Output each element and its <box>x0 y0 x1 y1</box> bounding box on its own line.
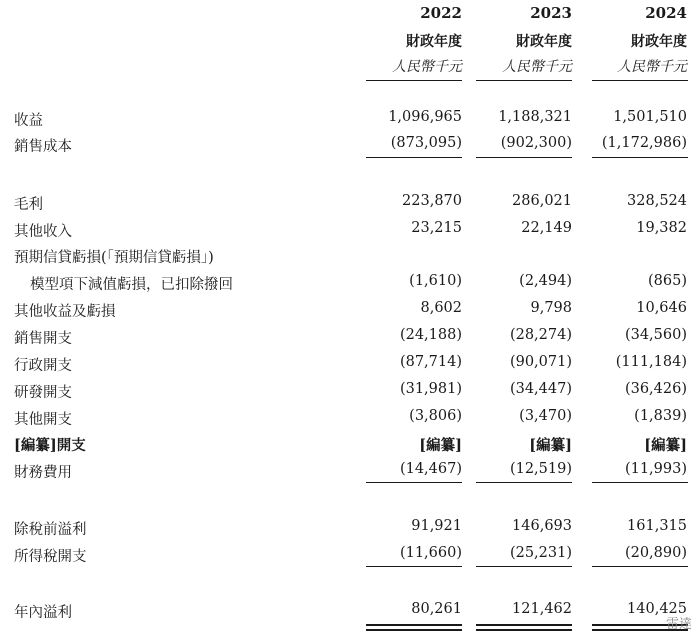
total-double-rule <box>476 624 572 626</box>
table-row-impairment <box>0 273 700 297</box>
table-row-other-gains <box>0 300 700 324</box>
value-2024: 140,425 <box>627 601 687 617</box>
subtotal-rule <box>592 566 688 567</box>
fiscal-label-2024: 財政年度 <box>631 34 687 50</box>
fiscal-label-2022: 財政年度 <box>406 34 462 50</box>
column-header-2022 <box>420 4 462 22</box>
row-label: 除稅前溢利 <box>14 522 87 538</box>
value-2024: 10,646 <box>636 300 687 316</box>
unit-label-2024: 人民幣千元 <box>617 59 687 75</box>
value-2024: 1,501,510 <box>613 109 687 125</box>
total-double-rule <box>476 629 572 631</box>
header-rule <box>366 80 462 81</box>
value-2024: (36,426) <box>624 381 687 397</box>
year-label: 2024 <box>645 4 687 22</box>
row-label: 所得稅開支 <box>14 549 87 565</box>
row-label: 其他收益及虧損 <box>14 304 116 320</box>
value-2022: (11,660) <box>399 545 462 561</box>
value-2022: (87,714) <box>399 354 462 370</box>
value-2022: [編纂] <box>419 437 462 454</box>
value-2024: (1,172,986) <box>601 135 687 151</box>
value-2022: 223,870 <box>402 193 462 209</box>
row-label: 銷售成本 <box>14 139 72 155</box>
row-label: 銷售開支 <box>14 331 72 347</box>
table-row-other-income <box>0 220 700 244</box>
table-row-cost-of-sales <box>0 135 700 159</box>
row-label: 模型項下減值虧損，已扣除撥回 <box>30 277 233 293</box>
value-2024: (865) <box>648 273 687 289</box>
value-2024: 19,382 <box>636 220 687 236</box>
subtotal-rule <box>476 566 572 567</box>
table-row-rnd-expenses <box>0 381 700 405</box>
table-row-other-expenses <box>0 408 700 432</box>
row-label: 其他收入 <box>14 224 72 240</box>
value-2024: (34,560) <box>624 327 687 343</box>
column-header-2023 <box>530 4 572 22</box>
subtotal-rule <box>366 566 462 567</box>
value-2022: (31,981) <box>399 381 462 397</box>
year-label: 2023 <box>530 4 572 22</box>
subtotal-rule <box>366 482 462 483</box>
row-label: 毛利 <box>14 197 43 213</box>
row-label: 研發開支 <box>14 385 72 401</box>
value-2024: (111,184) <box>615 354 687 370</box>
value-2023: [編纂] <box>529 437 572 454</box>
watermark: 雷達 <box>665 617 692 632</box>
year-label: 2022 <box>420 4 462 22</box>
total-double-rule <box>366 624 462 626</box>
subtotal-rule <box>592 482 688 483</box>
value-2022: 91,921 <box>411 518 462 534</box>
value-2022: (14,467) <box>399 461 462 477</box>
value-2022: 1,096,965 <box>388 109 462 125</box>
value-2022: (24,188) <box>399 327 462 343</box>
value-2024: 161,315 <box>627 518 687 534</box>
total-double-rule <box>366 629 462 631</box>
row-label: 年內溢利 <box>14 605 72 621</box>
table-row-profit-before-tax <box>0 518 700 542</box>
value-2022: (1,610) <box>409 273 462 289</box>
row-label: [編纂]開支 <box>14 437 86 454</box>
table-row-profit-for-year <box>0 601 700 625</box>
value-2022: 23,215 <box>411 220 462 236</box>
value-2024: 328,524 <box>627 193 687 209</box>
row-label: 收益 <box>14 113 43 129</box>
value-2023: 286,021 <box>512 193 572 209</box>
row-label: 財務費用 <box>14 465 72 481</box>
column-header-2024 <box>645 4 687 22</box>
table-row-gross-profit <box>0 193 700 217</box>
row-label: 預期信貸虧損(「預期信貸虧損」) <box>14 250 214 266</box>
table-row-ecl-heading <box>0 246 700 270</box>
fiscal-label-2023: 財政年度 <box>516 34 572 50</box>
value-2023: (90,071) <box>509 354 572 370</box>
value-2023: (2,494) <box>519 273 572 289</box>
value-2024: (1,839) <box>634 408 687 424</box>
table-row-revenue <box>0 109 700 133</box>
value-2023: (25,231) <box>509 545 572 561</box>
table-row-listing-expenses <box>0 434 700 458</box>
value-2023: 146,693 <box>512 518 572 534</box>
table-row-admin-expenses <box>0 354 700 378</box>
value-2023: (28,274) <box>509 327 572 343</box>
subtotal-rule <box>592 157 688 158</box>
value-2024: [編纂] <box>644 437 687 454</box>
subtotal-rule <box>476 157 572 158</box>
value-2023: (12,519) <box>509 461 572 477</box>
row-label: 行政開支 <box>14 358 72 374</box>
value-2023: 121,462 <box>512 601 572 617</box>
table-row-selling-expenses <box>0 327 700 351</box>
value-2023: (3,470) <box>519 408 572 424</box>
value-2023: 1,188,321 <box>498 109 572 125</box>
subtotal-rule <box>366 157 462 158</box>
value-2022: 80,261 <box>411 601 462 617</box>
unit-label-2023: 人民幣千元 <box>502 59 572 75</box>
value-2022: (873,095) <box>390 135 462 151</box>
value-2023: 22,149 <box>521 220 572 236</box>
row-label: 其他開支 <box>14 412 72 428</box>
value-2023: (34,447) <box>509 381 572 397</box>
header-rule <box>476 80 572 81</box>
header-rule <box>592 80 688 81</box>
unit-label-2022: 人民幣千元 <box>392 59 462 75</box>
value-2024: (11,993) <box>624 461 687 477</box>
value-2023: (902,300) <box>500 135 572 151</box>
subtotal-rule <box>476 482 572 483</box>
value-2022: 8,602 <box>420 300 462 316</box>
value-2023: 9,798 <box>530 300 572 316</box>
value-2024: (20,890) <box>624 545 687 561</box>
value-2022: (3,806) <box>409 408 462 424</box>
